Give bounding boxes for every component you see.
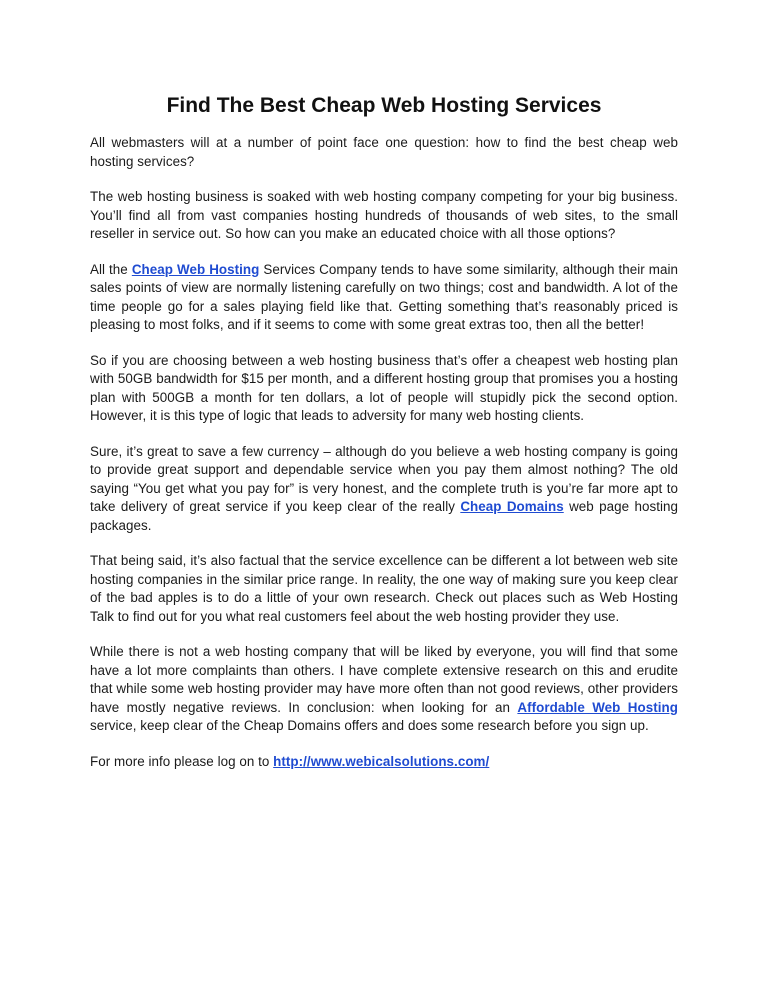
paragraph-market: The web hosting business is soaked with web hosting company competing for your big business. You’ll find all from vast companies hosting hundreds of thousands of web sites, to the small reseller in service out. So how can you make an educated choice with all those options? bbox=[90, 189, 678, 241]
paragraph-more-info bbox=[90, 753, 678, 772]
website-link[interactable]: http://www.webicalsolutions.com/ bbox=[273, 753, 490, 769]
cheap-web-hosting-link[interactable]: Cheap Web Hosting bbox=[131, 261, 260, 277]
paragraph-text: web page hosting packages. bbox=[90, 499, 678, 533]
affordable-web-hosting-link[interactable]: Affordable Web Hosting bbox=[517, 699, 678, 715]
paragraph-comparison: So if you are choosing between a web hosting business that’s offer a cheapest web hosting plan with 50GB bandwidth for $15 per month, and a different hosting group that promises you a hosting plan with 500GB a month for ten dollars, a lot of people will stupidly pick the second option. However, it is this type of logic that leads to adversity for many web hosting clients. bbox=[90, 352, 678, 423]
document-page bbox=[90, 92, 678, 788]
paragraph-intro: All webmasters will at a number of point face one question: how to find the best cheap web hosting services? bbox=[90, 135, 678, 169]
document-title: Find The Best Cheap Web Hosting Services bbox=[166, 94, 602, 117]
paragraph-text: Services Company tends to have some similarity, although their main sales points of view are normally listening carefully on two things; cost and bandwidth. A lot of the time people go for a sales playing field like that. Getting something that’s reasonably priced is pleasing to most folks, and if it seems to come with some great extras too, then all the better! bbox=[90, 261, 679, 332]
paragraph-text: service, keep clear of the Cheap Domains offers and does some research before you sign up. bbox=[90, 718, 649, 733]
paragraph-conclusion bbox=[90, 643, 678, 736]
paragraph-saving bbox=[90, 443, 678, 536]
paragraph-research: That being said, it’s also factual that the service excellence can be different a lot between web site hosting companies in the similar price range. In reality, the one way of making sure you keep clear of the bad apples is to do a little of your own research. Check out places such as Web Hosting Talk to find out for you what real customers feel about the web hosting provider they use. bbox=[90, 553, 678, 624]
paragraph-text: While there is not a web hosting company that will be liked by everyone, you will find that some have a lot more complaints than others. I have complete extensive research on this and erudite that while some web hosting provider may have more often than not good reviews, other providers have mostly negative reviews. In conclusion: when looking for an bbox=[90, 644, 678, 715]
paragraph-text: All the bbox=[90, 261, 132, 277]
paragraph-text: Sure, it’s great to save a few currency – although do you believe a web hosting company is going to provide great support and dependable service when you pay them almost nothing? The old saying “You get what you pay for” is very honest, and the complete truth is you’re far more apt to take delivery of great service if you keep clear of the really bbox=[90, 443, 678, 514]
paragraph-text: For more info please log on to bbox=[90, 753, 274, 769]
cheap-domains-link[interactable]: Cheap Domains bbox=[460, 499, 564, 514]
paragraph-similarity bbox=[90, 261, 678, 335]
